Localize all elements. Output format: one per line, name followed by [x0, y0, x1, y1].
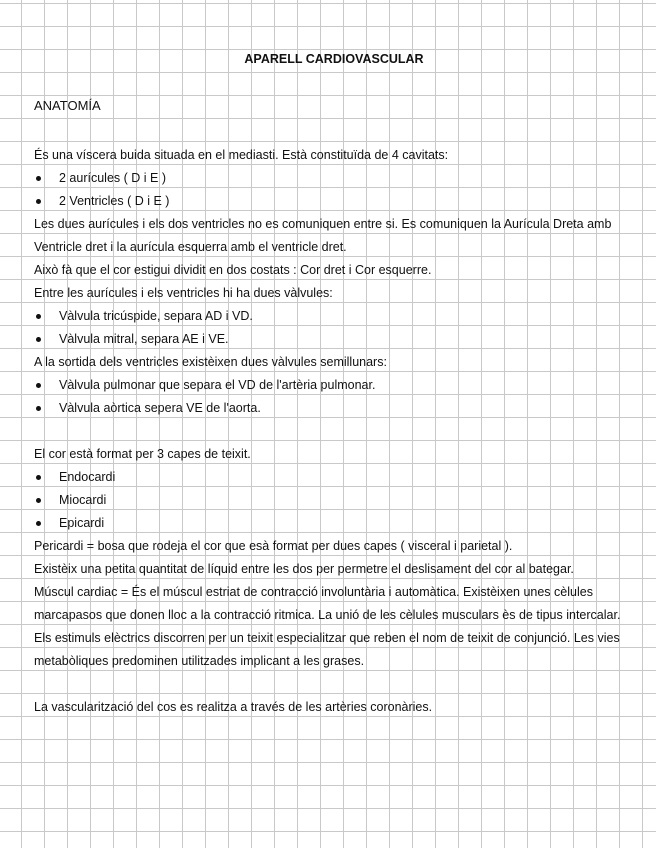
paragraph: Pericardi = bosa que rodeja el cor que esà format per dues capes ( visceral i parietal ). [34, 539, 513, 553]
bullet-item: Endocardi [34, 466, 629, 489]
bullet-item: 2 Ventricles ( D i E ) [34, 190, 629, 213]
paragraph: A la sortida dels ventricles existèixen dues vàlvules semillunars: [34, 355, 387, 369]
blank-line [34, 420, 629, 443]
paragraph: Les dues aurícules i els dos ventricles no es comuniquen entre si. Es comuniquen la Aurícula Dreta amb Ventricle dret i la aurícula esquerra amb el ventricle dret. [34, 217, 612, 254]
paragraph: Múscul cardiac = És el múscul estriat de contracció involuntària i automàtica. Existèixen unes cèlules marcapasos que donen lloc a la contracció ritmica. La unió de les cèlules musculars ès de tipus intercalar. [34, 585, 621, 622]
section-heading: ANATOMÍA [34, 98, 101, 113]
paragraph: La vascularització del cos es realitza a través de les artèries coronàries. [34, 700, 433, 714]
document-body [34, 144, 629, 719]
document-title: APARELL CARDIOVASCULAR [244, 52, 424, 66]
bullet-item: Vàlvula tricúspide, separa AD i VD. [34, 305, 629, 328]
bullet-item: Epicardi [34, 512, 629, 535]
paragraph: El cor està format per 3 capes de teixit. [34, 447, 251, 461]
blank-line [34, 673, 629, 696]
bullet-item: Vàlvula pulmonar que separa el VD de l'artèria pulmonar. [34, 374, 629, 397]
paragraph: Això fà que el cor estigui dividit en dos costats : Cor dret i Cor esquerre. [34, 263, 432, 277]
bullet-item: Miocardi [34, 489, 629, 512]
paragraph: Existèix una petita quantitat de líquid entre les dos per permetre el deslisament del cor al bategar. [34, 562, 574, 576]
bullet-item: Vàlvula mitral, separa AE i VE. [34, 328, 629, 351]
bullet-item: 2 aurícules ( D i E ) [34, 167, 629, 190]
bullet-item: Vàlvula aòrtica sepera VE de l'aorta. [34, 397, 629, 420]
paragraph: Els estimuls elèctrics discorren per un teixit especialitzar que reben el nom de teixit de conjunció. Les vies metabòliques predominen utilitzades implicant a les grases. [34, 631, 620, 668]
paragraph: És una víscera buida situada en el mediasti. Està constituïda de 4 cavitats: [34, 148, 449, 162]
paragraph: Entre les aurícules i els ventricles hi ha dues vàlvules: [34, 286, 333, 300]
